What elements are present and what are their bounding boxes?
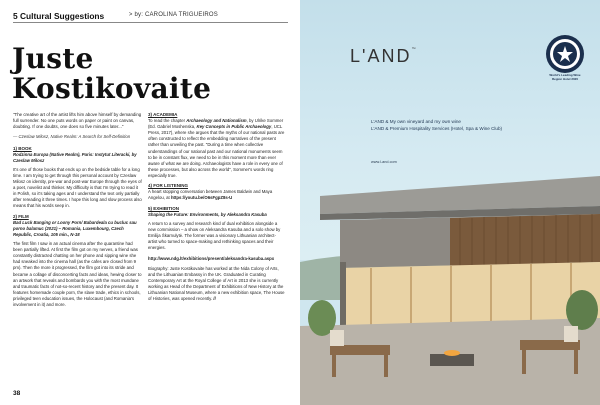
item-body-exhibition: A return to a survey and research kind of dual exhibition alongside a new commission – a show on Aleksandra Kasuba and a solo show by Emilija Škarnulytė. The former was a visionary Lithuanian architect-artist who turned to space-making and rethinking spaces and their energies. xyxy=(148,220,281,251)
title-line-1: Juste xyxy=(12,42,94,75)
academia-mid: , by Ulrike Sommer (Ed. Gabriel Moshenska, xyxy=(148,118,284,130)
item-heading-book: 1) BOOK xyxy=(13,145,32,151)
page-number: 38 xyxy=(13,390,21,397)
listening-text: A heart stopping conversation between James Baldwin and Maya Angelou, at xyxy=(148,189,273,201)
item-body-academia xyxy=(148,118,285,179)
brand-name: L'AND xyxy=(350,46,412,66)
item-subtitle-book: Rodzinna Europa (Native Realm), Paris: Instytut Literacki, by Czeslaw Milosz xyxy=(13,151,137,163)
article-title xyxy=(12,44,212,104)
pillar xyxy=(340,262,346,332)
academia-rest: , UCL Press, 2017), where she argues that the myths of our national pasts are often constructed to reflect the embedding narratives of the present rather than unveiling the past. "During a time when collective understandings of our national past and our national monuments seem to be in constant flux, we need to be in this moment more than ever aware of what we are doing. Archaeologists have a role in every one of these processes, but also across the world", Sommer's words ring especially true. xyxy=(148,124,285,178)
item-heading-film: 2) FILM xyxy=(13,213,29,219)
right-column xyxy=(148,112,285,307)
award-caption xyxy=(543,74,587,81)
quote-credit: — Czeslaw Milosz, Native Realm: A Search for Self-Definition xyxy=(13,134,131,140)
award-caption-line-2: Region Hotel 2020 xyxy=(551,76,578,81)
opening-quote: "The creative art of the artist lifts him above himself by demanding full surrender. No one puts words on paper or paint on canvas, doubting. If one doubts, one does so five minutes later..." xyxy=(13,112,142,130)
ad-tagline-1: L'AND & My own vineyard and my own wine xyxy=(371,119,461,124)
bio-text: Biography: Juste Kostikovaite has worked at the Nida Colony of Arts, and the Lithuanian Embassy in the UK. Graduated in Curating Contemporary Art at the Royal College of Art in 2013 she is currently working as Head of the Department of Exhibitions of New History at the Lithuanian National Museum, where a new exhibition space, The House of Histories, was opened recently. xyxy=(148,265,285,302)
author-bio xyxy=(148,266,285,303)
author-byline: > by: CAROLINA TRIGUEIROS xyxy=(128,12,218,18)
item-subtitle-exhibition: Shaping the Future: Environments, by Aleksandra Kasuba xyxy=(148,211,267,217)
item-heading-listening: 4) FOR LISTENING xyxy=(148,183,189,189)
item-heading-exhibition: 5) EXHIBITION xyxy=(148,205,180,211)
item-subtitle-film: Bad Luck Banging or Loony Porn/ Babardeala cu bucluc sau porno balamuc (2021) – Romania, Luxembourg, Czech Republic, Croatia, 105 min., N-18 xyxy=(13,219,137,237)
item-body-listening xyxy=(148,189,285,201)
item-body-book: It's one of those books that ends up on the bedside table for a long time. I am trying to get through this personal account by Czeslaw Milosz on identity, pre-war and post-war Europe through the eyes of a poet, novelist and thinker. My difficulty is that I'm trying to read it in Polish, so it's taking ages and I understand the text only partially after rereading it three times. I hope this long and slow process also means that his words seep in. xyxy=(13,166,142,209)
item-body-film: The first film I saw in an actual cinema after the quarantine had been partially lifted. At first the film got on my nerves, a friend was constantly distracted chatting on her phone and sipping wine she had sneaked into the cinema hall (as the cafes are closed from 9 pm). Then the more it progressed, the film got into its stride and became a collage of disconcerting facts and ideas, hewing closer to an artwork that reveals and bombards you with the most mundane and traumatic facts of not-so-recent history and the present day. It features homemade couple porn, the slave trade, ethics in schools, privileged teen education issues, the Holocaust (and Romania's involvement in it) and more. xyxy=(13,241,142,307)
plant-right xyxy=(566,290,598,330)
fire-flame xyxy=(444,350,460,356)
academia-intro: To read the chapter xyxy=(148,118,187,124)
advertisement-page xyxy=(300,0,600,405)
item-heading-academia: 3) ACADEMIA xyxy=(148,112,178,117)
title-line-2: Kostikovaite xyxy=(12,72,212,105)
brand-logo xyxy=(350,46,417,67)
academia-book-title: Key Concepts in Public Archaeology xyxy=(196,124,272,130)
glass-facade xyxy=(340,262,600,326)
section-title: 5 Cultural Suggestions xyxy=(13,11,105,21)
award-caption-line-1: World's Leading Wine xyxy=(549,73,581,77)
listening-link[interactable]: https://youtu.be/O6sFgpZ8s-U xyxy=(170,195,233,201)
wood-panel xyxy=(450,214,600,266)
trademark-mark: ™ xyxy=(411,46,418,51)
academia-chapter-title: Archaeology and Nationalism xyxy=(186,118,247,124)
ad-tagline-2: L'AND & Premium Hospitality Services (Hotel, Spa & Wine Club) xyxy=(371,126,503,131)
end-mark: // xyxy=(213,296,216,302)
ad-website-link[interactable]: www.l-and.com xyxy=(371,160,397,164)
left-column xyxy=(13,112,142,312)
header-rule xyxy=(13,22,288,23)
exhibition-link[interactable]: http://www.ndg.lt/exhibitions/present/aleksandra-kasuba.aspx xyxy=(148,255,275,261)
